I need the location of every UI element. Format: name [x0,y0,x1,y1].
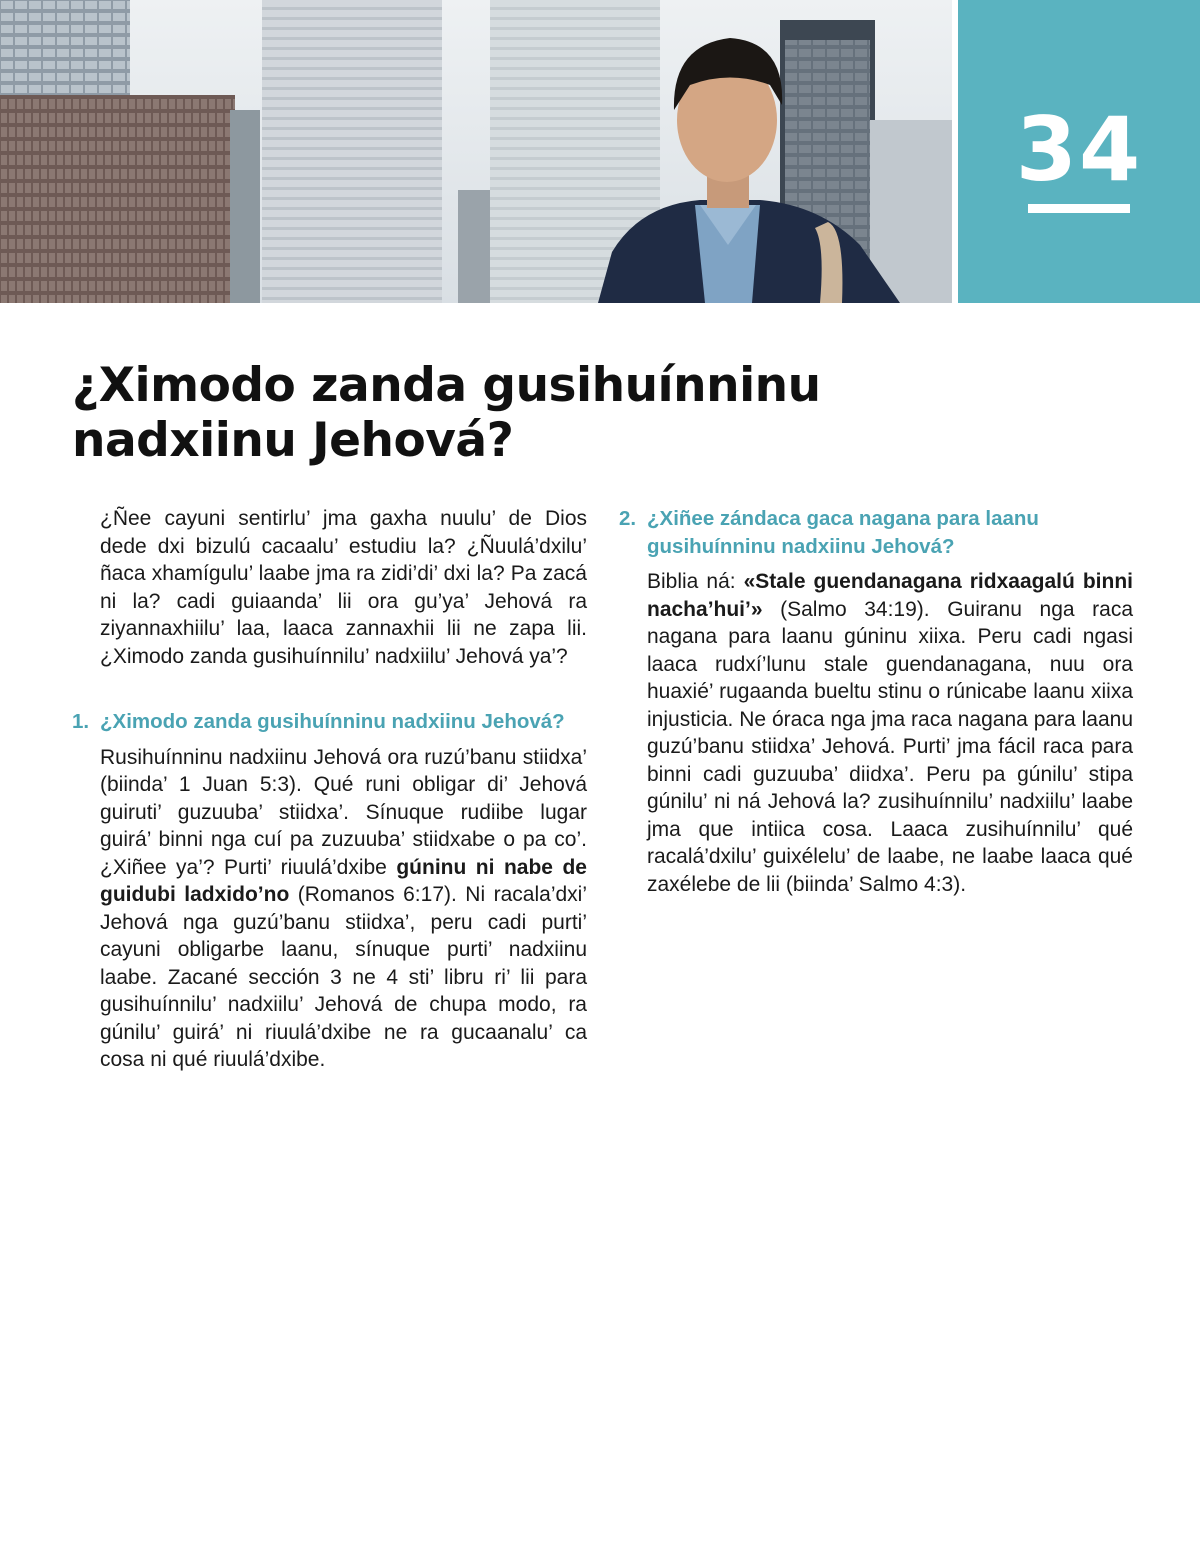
answer-2-text-b: (Salmo 34:19). Guiranu nga raca nagana para laanu gúninu xiixa. Peru cadi ngasi laaca rudxí’lunu stale guendanagana, nuu ora huaxié’ rugaanda bueltu stinu o rúnicabe laanu xiixa injusticia. Ne óraca nga jma raca nagana para laanu guzú’banu stiidxa’ Jehová. Purti’ jma fácil raca para binni cadi guzuuba’ diidxa’. Peru pa gúnilu’ stipa gúnilu’ ni ná Jehová la? zusihuínnilu’ nadxiilu’ laabe jma que intiica cosa. Laaca zusihuínnilu’ qué racalá’dxilu’ guixélelu’ de laabe, ne laabe laaca qué zaxélebe de lii (biinda’ Salmo 4:3). [647,597,1133,896]
lesson-number: 34 [1015,98,1143,201]
answer-1-text-a: Rusihuínninu nadxiinu Jehová ora ruzú’banu stiidxa’ (biinda’ 1 Juan 5:3). Qué runi obligar di’ Jehová guiruti’ guzuuba’ stiidxa’. Sínuque rudiibe lugar guirá’ binni nga cuí pa zuzuuba’ stiidxabe o pa co’. ¿Xiñee ya’? Purti’ riuulá’dxibe [100,745,587,879]
lesson-number-box [958,0,1200,303]
question-1-text: ¿Ximodo zanda gusihuínninu nadxiinu Jehová? [100,710,565,733]
question-2-text: ¿Xiñee zándaca gaca nagana para laanu gusihuínninu nadxiinu Jehová? [647,507,1039,558]
answer-1 [72,744,587,1074]
answer-2-bold: «Stale guendanagana ridxaagalú binni nacha’hui’» [647,570,1133,621]
question-1 [72,708,587,736]
lesson-number-underline [1028,204,1130,213]
right-column [619,505,1133,898]
left-column [72,505,587,1074]
city-man-illustration [0,0,952,303]
answer-1-text-b: (Romanos 6:17). Ni racala’dxi’ Jehová nga guzú’banu stiidxa’, peru cadi purti’ cayuni obligarbe laanu, sínuque purti’ nadxiinu laabe. Zacané sección 3 ne 4 sti’ libru ri’ lii para gusihuínnilu’ nadxiilu’ Jehová de chupa modo, ra gúnilu’ guirá’ ni riuulá’dxibe ne ra gucaanalu’ ca cosa ni qué riuulá’dxibe. [100,883,587,1071]
question-1-number: 1. [72,710,90,733]
intro-paragraph: ¿Ñee cayuni sentirlu’ jma gaxha nuulu’ de Dios dede dxi bizulú cacaalu’ estudiu la? ¿Ñuulá’dxilu’ ñaca xhamígulu’ laabe jma ra zidi’di’ dxi la? Pa zacá ni la? cadi guiaanda’ lii ora gu’ya’ Jehová ra ziyannaxhiilu’ laa, laaca zannaxhii lii ne zapa lii. ¿Ximodo zanda gusihuínnilu’ nadxiilu’ Jehová ya’? [100,507,587,668]
answer-2 [619,568,1133,898]
question-2-number: 2. [619,507,637,530]
answer-2-text-a: Biblia ná: [647,570,744,593]
page-title: ¿Ximodo zanda gusihuínninu nadxiinu Jehová? [72,358,821,468]
question-2 [619,505,1133,560]
answer-1-bold: gúninu ni nabe de guidubi ladxido’no [100,855,587,906]
header-photo [0,0,952,303]
